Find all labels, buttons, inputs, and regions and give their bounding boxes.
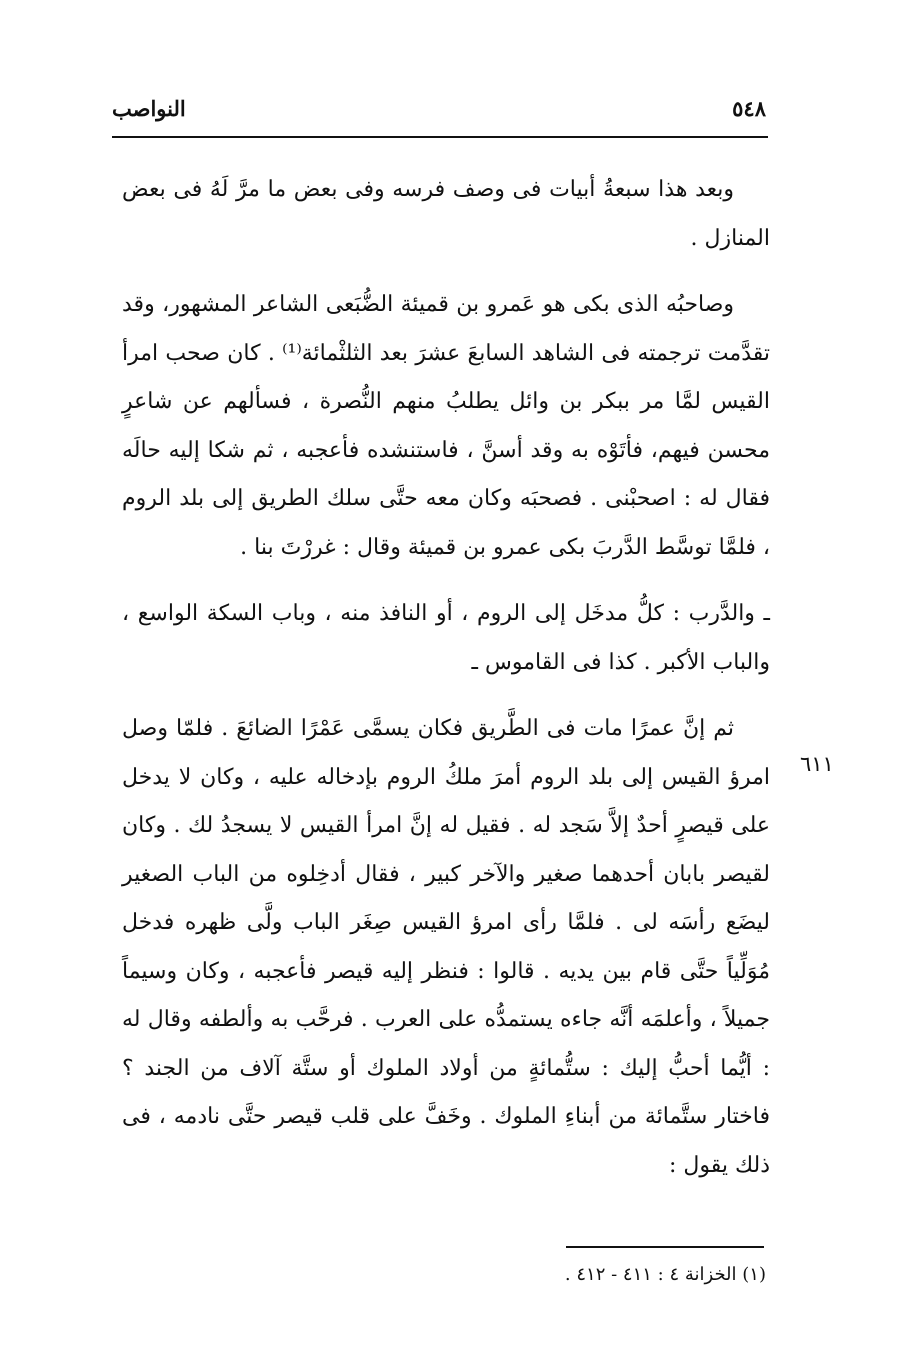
footnote: (١) الخزانة ٤ : ٤١١ - ٤١٢ . [564,1264,766,1285]
paragraph-4: ثم إنَّ عمرًا مات فى الطَّريق فكان يسمَّى عَمْرًا الضائعَ . فلمّا وصل امرؤ القيس إلى بلد الروم أمرَ ملكُ الروم بإدخاله عليه ، وكان لا يدخل على قيصرٍ أحدٌ إلاَّ سَجد له . فقيل له إنَّ امرأ القيس لا يسجدُ لك . وكان لقيصر بابان أحدهما صغير والآخر كبير ، فقال أدخِلوه من الباب الصغير ليضَع رأسَه لى . فلمَّا رأى امرؤ القيس صِغَر الباب ولَّى ظهره فدخل مُوَلِّياً حتَّى قام بين يديه . قالوا : فنظر إليه قيصر فأعجبه ، وكان وسيماً جميلاً ، وأعلمَه أنَّه جاءه يستمدُّه على العرب . فرحَّب به وألطفه وقال له : أيُّما أحبُّ إليك : ستُّمائةٍ من أولاد الملوك أو ستَّة آلاف من الجند ؟ فاختار ستَّمائة من أبناءِ الملوك . وخَفَّ على قلب قيصر حتَّى نادمه ، فى ذلك يقول : [122,716,770,1178]
margin-reference-number: ٦١١ [800,752,834,776]
header-rule [112,136,768,138]
paragraph-2: وصاحبُه الذى بكى هو عَمرو بن قميئة الضُّبَعى الشاعر المشهور، وقد تقدَّمت ترجمته فى الشاهد السابعَ عشرَ بعد الثلثْمائة⁽¹⁾ . كان صحب امرأ القيس لمَّا مر ببكر بن وائل يطلبُ منهم النُّصرة ، فسألهم عن شاعرٍ محسن فيهم، فأتَوْه به وقد أسنَّ ، فاستنشده فأعجبه ، ثم شكا إليه حالَه فقال له : اصحبْنى . فصحبَه وكان معه حتَّى سلك الطريق إلى بلد الروم ، فلمَّا توسَّط الدَّربَ بكى عمرو بن قميئة وقال : غررْتَ بنا . [122,292,770,560]
page-header [112,96,766,132]
paragraph-3-note: ـ والدَّرب : كلُّ مدخَل إلى الروم ، أو النافذ منه ، وباب السكة الواسع ، والباب الأكبر . كذا فى القاموس ـ [122,601,770,675]
page-number: ٥٤٨ [732,96,766,121]
footnote-rule [566,1246,764,1248]
paragraph-1: وبعد هذا سبعةُ أبيات فى وصف فرسه وفى بعض ما مرَّ لَهُ فى بعض المنازل . [122,177,770,251]
main-text [122,166,770,1208]
running-title: النواصب [112,96,186,121]
